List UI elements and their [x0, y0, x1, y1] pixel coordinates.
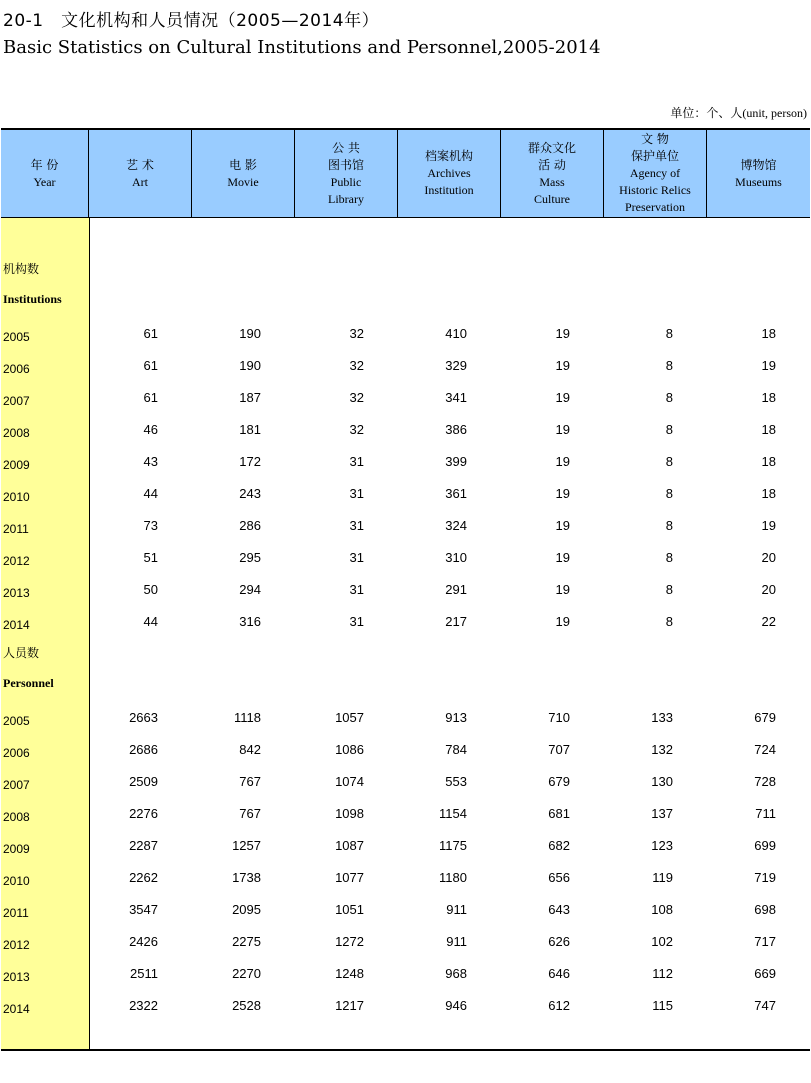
cell-value: 31: [349, 582, 364, 597]
cell-value: 32: [349, 326, 364, 341]
cell-value: 911: [446, 934, 467, 949]
cell-value: 968: [445, 966, 467, 981]
column-header-en: Movie: [227, 174, 259, 189]
cell-value: 1098: [335, 806, 364, 821]
cell-value: 8: [665, 518, 673, 533]
cell-value: 679: [754, 710, 776, 725]
section-heading-en-label: Personnel: [3, 676, 54, 690]
table-title-english: Basic Statistics on Cultural Institutions and Personnel,2005-2014: [3, 37, 601, 58]
cell-value: 324: [445, 518, 467, 533]
row-year: 2009: [3, 458, 30, 472]
cell-value: 19: [555, 422, 570, 437]
cell-value: 767: [239, 774, 261, 789]
cell-value: 190: [239, 326, 261, 341]
column-header-cn: 文 物 保护单位: [630, 132, 679, 163]
column-header-cn: 年 份: [30, 157, 59, 172]
cell-value: 19: [555, 454, 570, 469]
cell-value: 19: [761, 358, 776, 373]
cell-value: 2095: [232, 902, 261, 917]
row-year: 2008: [3, 810, 30, 824]
cell-value: 19: [555, 614, 570, 629]
cell-value: 707: [548, 742, 570, 757]
cell-value: 32: [349, 358, 364, 373]
cell-value: 181: [239, 422, 261, 437]
cell-value: 1272: [335, 934, 364, 949]
cell-value: 291: [445, 582, 467, 597]
cell-value: 8: [665, 582, 673, 597]
cell-value: 682: [548, 838, 570, 853]
cell-value: 316: [239, 614, 261, 629]
row-year: 2012: [3, 554, 30, 568]
cell-value: 710: [548, 710, 570, 725]
column-header-en: Year: [33, 174, 56, 189]
column-header-2: [89, 130, 192, 217]
cell-value: 8: [665, 454, 673, 469]
table-row: [0, 966, 811, 986]
cell-value: 18: [761, 390, 776, 405]
cell-value: 1087: [335, 838, 364, 853]
cell-value: 31: [349, 486, 364, 501]
cell-value: 1077: [335, 870, 364, 885]
cell-value: 2686: [129, 742, 158, 757]
cell-value: 19: [761, 518, 776, 533]
cell-value: 31: [349, 614, 364, 629]
row-year: 2010: [3, 874, 30, 888]
cell-value: 46: [143, 422, 158, 437]
cell-value: 1248: [335, 966, 364, 981]
column-header-en: Public Library: [328, 174, 364, 206]
cell-value: 1074: [335, 774, 364, 789]
cell-value: 646: [548, 966, 570, 981]
cell-value: 32: [349, 422, 364, 437]
cell-value: 410: [445, 326, 467, 341]
section-heading-en-label: Institutions: [3, 292, 62, 306]
table-row: [0, 486, 811, 506]
cell-value: 1118: [234, 710, 261, 725]
cell-value: 2511: [130, 966, 158, 981]
cell-value: 137: [651, 806, 673, 821]
column-header-cn: 档案机构: [424, 149, 473, 163]
table-row: [0, 326, 811, 346]
cell-value: 19: [555, 550, 570, 565]
row-year: 2013: [3, 586, 30, 600]
table-row: [0, 838, 811, 858]
column-header-5: [398, 130, 501, 217]
table-row: [0, 870, 811, 890]
cell-value: 2275: [232, 934, 261, 949]
column-header-en: Archives Institution: [424, 166, 474, 197]
cell-value: 108: [651, 902, 673, 917]
column-header-3: [192, 130, 295, 217]
section-heading-cn-label: 人员数: [3, 646, 40, 660]
cell-value: 728: [754, 774, 776, 789]
cell-value: 295: [239, 550, 261, 565]
cell-value: 102: [651, 934, 673, 949]
cell-value: 20: [761, 582, 776, 597]
cell-value: 711: [755, 806, 776, 821]
cell-value: 699: [754, 838, 776, 853]
cell-value: 2262: [129, 870, 158, 885]
cell-value: 8: [665, 358, 673, 373]
cell-value: 1175: [439, 838, 467, 853]
cell-value: 286: [239, 518, 261, 533]
column-header-en: Art: [132, 174, 148, 189]
table-bottom-border: [1, 1049, 810, 1051]
cell-value: 19: [555, 358, 570, 373]
cell-value: 2276: [129, 806, 158, 821]
cell-value: 656: [548, 870, 570, 885]
cell-value: 18: [761, 326, 776, 341]
cell-value: 44: [143, 486, 158, 501]
row-year: 2014: [3, 1002, 30, 1016]
cell-value: 626: [548, 934, 570, 949]
cell-value: 73: [143, 518, 158, 533]
column-header-4: [295, 130, 398, 217]
cell-value: 1154: [439, 806, 467, 821]
cell-value: 187: [239, 390, 261, 405]
row-year: 2011: [3, 522, 29, 536]
table-row: [0, 806, 811, 826]
cell-value: 2426: [129, 934, 158, 949]
cell-value: 310: [445, 550, 467, 565]
cell-value: 747: [754, 998, 776, 1013]
column-header-8: [707, 130, 810, 217]
cell-value: 643: [548, 902, 570, 917]
cell-value: 243: [239, 486, 261, 501]
cell-value: 112: [652, 966, 673, 981]
section-heading-en: [0, 676, 811, 696]
cell-value: 784: [445, 742, 467, 757]
column-header-7: [604, 130, 707, 217]
row-year: 2007: [3, 778, 30, 792]
cell-value: 669: [754, 966, 776, 981]
cell-value: 19: [555, 582, 570, 597]
row-year: 2011: [3, 906, 29, 920]
cell-value: 172: [239, 454, 261, 469]
table-row: [0, 614, 811, 634]
column-header-cn: 群众文化 活 动: [527, 140, 576, 172]
table-row: [0, 518, 811, 538]
cell-value: 698: [754, 902, 776, 917]
cell-value: 2270: [232, 966, 261, 981]
row-year: 2005: [3, 330, 30, 344]
cell-value: 2322: [129, 998, 158, 1013]
row-year: 2012: [3, 938, 30, 952]
cell-value: 32: [349, 390, 364, 405]
cell-value: 132: [651, 742, 673, 757]
cell-value: 913: [445, 710, 467, 725]
cell-value: 190: [239, 358, 261, 373]
cell-value: 1057: [335, 710, 364, 725]
column-header-en: Museums: [735, 174, 782, 189]
cell-value: 767: [239, 806, 261, 821]
cell-value: 842: [239, 742, 261, 757]
cell-value: 18: [761, 454, 776, 469]
section-heading-cn-label: 机构数: [3, 262, 40, 276]
cell-value: 1738: [232, 870, 261, 885]
cell-value: 8: [665, 614, 673, 629]
column-header-1: [1, 130, 89, 217]
row-year: 2010: [3, 490, 30, 504]
cell-value: 19: [555, 326, 570, 341]
cell-value: 130: [651, 774, 673, 789]
cell-value: 2287: [129, 838, 158, 853]
cell-value: 717: [754, 934, 776, 949]
table-header: [1, 128, 810, 218]
section-heading-en: [0, 292, 811, 312]
cell-value: 329: [445, 358, 467, 373]
table-row: [0, 390, 811, 410]
cell-value: 31: [349, 454, 364, 469]
cell-value: 31: [349, 550, 364, 565]
cell-value: 911: [446, 902, 467, 917]
cell-value: 51: [143, 550, 158, 565]
column-header-cn: 艺 术: [126, 157, 154, 172]
cell-value: 19: [555, 518, 570, 533]
table-row: [0, 582, 811, 602]
row-year: 2014: [3, 618, 30, 632]
cell-value: 50: [143, 582, 158, 597]
cell-value: 1257: [232, 838, 261, 853]
cell-value: 43: [143, 454, 158, 469]
section-heading-cn: [0, 644, 811, 664]
cell-value: 20: [761, 550, 776, 565]
row-year: 2006: [3, 746, 30, 760]
cell-value: 19: [555, 486, 570, 501]
column-header-cn: 公 共 图书馆: [327, 140, 364, 172]
cell-value: 217: [445, 614, 467, 629]
table-row: [0, 774, 811, 794]
cell-value: 1086: [335, 742, 364, 757]
table-row: [0, 550, 811, 570]
cell-value: 18: [761, 486, 776, 501]
row-year: 2005: [3, 714, 30, 728]
cell-value: 553: [445, 774, 467, 789]
section-heading-cn: [0, 260, 811, 280]
cell-value: 8: [665, 422, 673, 437]
cell-value: 2509: [129, 774, 158, 789]
cell-value: 724: [754, 742, 776, 757]
cell-value: 44: [143, 614, 158, 629]
column-header-6: [501, 130, 604, 217]
cell-value: 719: [754, 870, 776, 885]
cell-value: 1180: [439, 870, 467, 885]
table-title-chinese: 20-1 文化机构和人员情况（2005—2014年）: [3, 11, 380, 31]
cell-value: 2663: [129, 710, 158, 725]
cell-value: 399: [445, 454, 467, 469]
column-header-en: Agency of Historic Relics Preservation: [619, 166, 691, 214]
cell-value: 681: [548, 806, 570, 821]
table-row: [0, 902, 811, 922]
column-header-en: Mass Culture: [534, 174, 570, 206]
cell-value: 8: [665, 326, 673, 341]
row-year: 2007: [3, 394, 30, 408]
cell-value: 1217: [335, 998, 364, 1013]
cell-value: 19: [555, 390, 570, 405]
cell-value: 119: [652, 870, 673, 885]
column-header-cn: 电 影: [229, 157, 257, 172]
unit-note: 单位：个、人(unit, person): [670, 106, 807, 120]
cell-value: 679: [548, 774, 570, 789]
row-year: 2008: [3, 426, 30, 440]
cell-value: 2528: [232, 998, 261, 1013]
table-row: [0, 710, 811, 730]
table-row: [0, 358, 811, 378]
cell-value: 361: [445, 486, 467, 501]
table-row: [0, 742, 811, 762]
cell-value: 61: [143, 390, 158, 405]
column-header-cn: 博物馆: [740, 157, 777, 172]
cell-value: 8: [665, 550, 673, 565]
cell-value: 61: [143, 358, 158, 373]
cell-value: 612: [548, 998, 570, 1013]
cell-value: 341: [445, 390, 467, 405]
cell-value: 22: [761, 614, 776, 629]
table-row: [0, 934, 811, 954]
cell-value: 8: [665, 486, 673, 501]
cell-value: 3547: [129, 902, 158, 917]
cell-value: 386: [445, 422, 467, 437]
cell-value: 294: [239, 582, 261, 597]
cell-value: 123: [651, 838, 673, 853]
row-year: 2009: [3, 842, 30, 856]
cell-value: 31: [349, 518, 364, 533]
table-row: [0, 422, 811, 442]
cell-value: 115: [652, 998, 673, 1013]
table-row: [0, 454, 811, 474]
cell-value: 1051: [335, 902, 364, 917]
cell-value: 18: [761, 422, 776, 437]
cell-value: 133: [651, 710, 673, 725]
cell-value: 61: [143, 326, 158, 341]
table-row: [0, 998, 811, 1018]
cell-value: 946: [445, 998, 467, 1013]
row-year: 2006: [3, 362, 30, 376]
cell-value: 8: [665, 390, 673, 405]
row-year: 2013: [3, 970, 30, 984]
